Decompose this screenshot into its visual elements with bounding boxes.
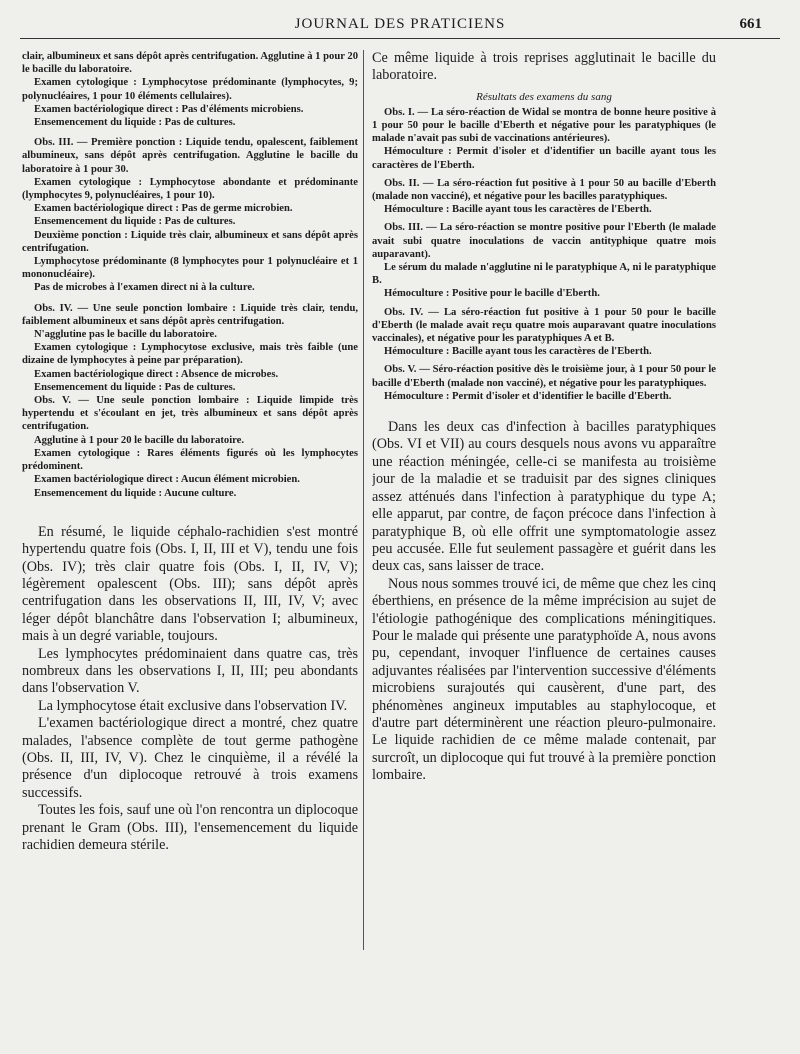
blood-obs5-hemoculture: Hémoculture : Permit d'isoler et d'identifier le bacille d'Eberth.: [384, 390, 672, 402]
obs2-line-1: clair, albumineux et sans dépôt après centrifugation. Agglutine à 1 pour 20 le bacille du laboratoire.: [22, 51, 358, 76]
left-column: [22, 50, 358, 854]
summary-paragraph-1: En résumé, le liquide céphalo-rachidien s'est montré hypertendu quatre fois (Obs. I, II, III et V), tendu une fois (Obs. IV); très clair quatre fois (Obs. I, II, IV, V); légèrement opalescent (Obs. III); sans dépôt après centrifugation dans les observations II, III, IV, V; avec léger dépôt blanchâtre dans l'observation I; albumineux, mais à un degré variable, toujours.: [22, 523, 358, 645]
obs5-line-1: Obs. V. — Une seule ponction lombaire : Liquide limpide très hypertendu et s'écoulant en jet, très albumineux et sans dépôt après centrifugation.: [22, 395, 358, 433]
blood-obs2: Obs. II. — La séro-réaction fut positive à 1 pour 50 au bacille d'Eberth (malade non vacciné), et négative pour les bacilles paratyphiques.: [372, 177, 716, 203]
column-divider: [363, 50, 364, 950]
obs4-line-4: Examen bactériologique direct : Absence de microbes.: [34, 368, 279, 380]
obs4-line-5: Ensemencement du liquide : Pas de cultures.: [34, 381, 236, 393]
discussion-section: [372, 419, 716, 785]
discussion-paragraph-1: Dans les deux cas d'infection à bacilles paratyphiques (Obs. VI et VII) au cours desquels nous avons vu apparaître une réaction méningée, celle-ci se manifesta au troisième jour de la maladie et se traduisit par des signes cliniques assez atténués dans l'infection à paratyphique du type A; elle apparut, par contre, de façon précoce dans l'infection à paratyphique B, où elle offrit une symptomatologie assez peu accusée. Elle fut seulement passagère et guérit dans les deux cas, sans laisser de trace.: [372, 419, 716, 575]
blood-obs4-hemoculture: Hémoculture : Bacille ayant tous les caractères de l'Eberth.: [384, 346, 652, 358]
obs5-line-2: Agglutine à 1 pour 20 le bacille du laboratoire.: [34, 434, 245, 446]
obs3-line-5: Deuxième ponction : Liquide très clair, albumineux et sans dépôt après centrifugation.: [22, 229, 358, 254]
header-rule: [20, 38, 780, 39]
obs5-line-3: Examen cytologique : Rares éléments figurés où les lymphocytes prédominent.: [22, 447, 358, 473]
blood-obs3-hemoculture: Hémoculture : Positive pour le bacille d'Eberth.: [384, 288, 600, 300]
obs3-line-2: Examen cytologique : Lymphocytose abondante et prédominante (lymphocytes 9, polynucléaires, 1 pour 10).: [22, 176, 358, 202]
blood-obs4: Obs. IV. — La séro-réaction fut positive à 1 pour 50 pour le bacille d'Eberth (le malade avait reçu quatre mois auparavant quatre inoculations vaccinales), et négative pour les paratyphiques A et B.: [372, 306, 716, 345]
discussion-paragraph-2: Nous nous sommes trouvé ici, de même que chez les cinq éberthiens, en présence de la même imprécision au sujet de l'étiologie pathogénique des complications méningitiques. Pour le malade qui présente une paratyphoïde A, nous avons pu, cependant, invoquer l'influence de certaines causes adjuvantes réalisées par l'intervention successive d'éléments microbiens surajoutés qui causèrent, d'une part, des phénomènes angineux imputables au staphylocoque, et d'autre part déterminèrent une réaction pleuro-pulmonaire. Le liquide rachidien de ce même malade contenait, par surcroît, un diplocoque qui fut trouvé à la première ponction lombaire.: [372, 575, 716, 784]
obs4-line-2: N'agglutine pas le bacille du laboratoire.: [34, 329, 217, 341]
summary-paragraph-2: Les lymphocytes prédominaient dans quatre cas, très nombreux dans les observations I, II, III; peu abondants dans l'observation V.: [22, 645, 358, 697]
journal-title: JOURNAL DES PRATICIENS: [294, 16, 506, 32]
blood-obs3: Obs. III. — La séro-réaction se montre positive pour l'Eberth (le malade avait subi quatre inoculations de vaccin antityphique quatre mois auparavant).: [372, 222, 716, 260]
observations-csf: [22, 50, 358, 500]
summary-section: [22, 524, 358, 855]
blood-obs1-hemoculture: Hémoculture : Permit d'isoler et d'identifier un bacille ayant tous les caractères de l'Eberth.: [372, 146, 716, 171]
summary-paragraph-3: La lymphocytose était exclusive dans l'observation IV.: [38, 697, 348, 714]
section-subheading: Résultats des examens du sang: [476, 90, 612, 103]
obs2-line-3: Examen bactériologique direct : Pas d'éléments microbiens.: [34, 103, 304, 115]
summary-paragraph-5: Toutes les fois, sauf une où l'on rencontra un diplocoque prenant le Gram (Obs. III), l'ensemencement du liquide rachidien demeura stérile.: [22, 802, 358, 854]
obs3-line-1: Obs. III. — Première ponction : Liquide tendu, opalescent, faiblement albumineux, sans dépôt après centrifugation. Agglutine le bacille du laboratoire à 1 pour 30.: [22, 137, 358, 175]
obs5-line-4: Examen bactériologique direct : Aucun élément microbien.: [34, 474, 300, 486]
page-number: 661: [739, 16, 762, 32]
blood-obs3-serum: Le sérum du malade n'agglutine ni le paratyphique A, ni le paratyphique B.: [372, 262, 716, 287]
obs3-line-4: Ensemencement du liquide : Pas de cultures.: [34, 216, 236, 228]
right-column: [372, 50, 716, 785]
blood-results: [372, 106, 716, 403]
blood-obs2-hemoculture: Hémoculture : Bacille ayant tous les caractères de l'Eberth.: [384, 204, 652, 216]
intro-paragraph: Ce même liquide à trois reprises agglutinait le bacille du laboratoire.: [372, 50, 716, 84]
summary-paragraph-4: L'examen bactériologique direct a montré, chez quatre malades, l'absence complète de tout germe pathogène (Obs. II, III, IV, V). Chez le cinquième, il a révélé la présence d'un diplocoque retrouvé à trois examens successifs.: [22, 715, 358, 801]
blood-obs1: Obs. I. — La séro-réaction de Widal se montra de bonne heure positive à 1 pour 50 pour le bacille d'Eberth et négative pour les paratyphiques (le malade n'avait pas subi de vaccinations antérieures).: [372, 106, 716, 145]
obs4-line-3: Examen cytologique : Lymphocytose exclusive, mais très faible (une dizaine de lymphocytes à peine par préparation).: [22, 342, 358, 367]
obs4-line-1: Obs. IV. — Une seule ponction lombaire : Liquide très clair, tendu, faiblement albumineux et sans dépôt après centrifugation.: [22, 302, 358, 327]
obs2-line-2: Examen cytologique : Lymphocytose prédominante (lymphocytes, 9; polynucléaires, 1 pour 10 éléments cellulaires).: [22, 77, 358, 102]
obs3-line-6: Lymphocytose prédominante (8 lymphocytes pour 1 polynucléaire et 1 mononucléaire).: [22, 256, 358, 281]
obs5-line-5: Ensemencement du liquide : Aucune culture.: [34, 487, 237, 499]
obs3-line-7: Pas de microbes à l'examen direct ni à la culture.: [34, 282, 255, 294]
page-header: [20, 14, 780, 38]
obs3-line-3: Examen bactériologique direct : Pas de germe microbien.: [34, 203, 293, 215]
obs2-line-4: Ensemencement du liquide : Pas de cultures.: [34, 117, 236, 129]
blood-obs5: Obs. V. — Séro-réaction positive dès le troisième jour, à 1 pour 50 pour le bacille d'Eberth (malade non vacciné), et négative pour les paratyphiques.: [372, 364, 716, 389]
